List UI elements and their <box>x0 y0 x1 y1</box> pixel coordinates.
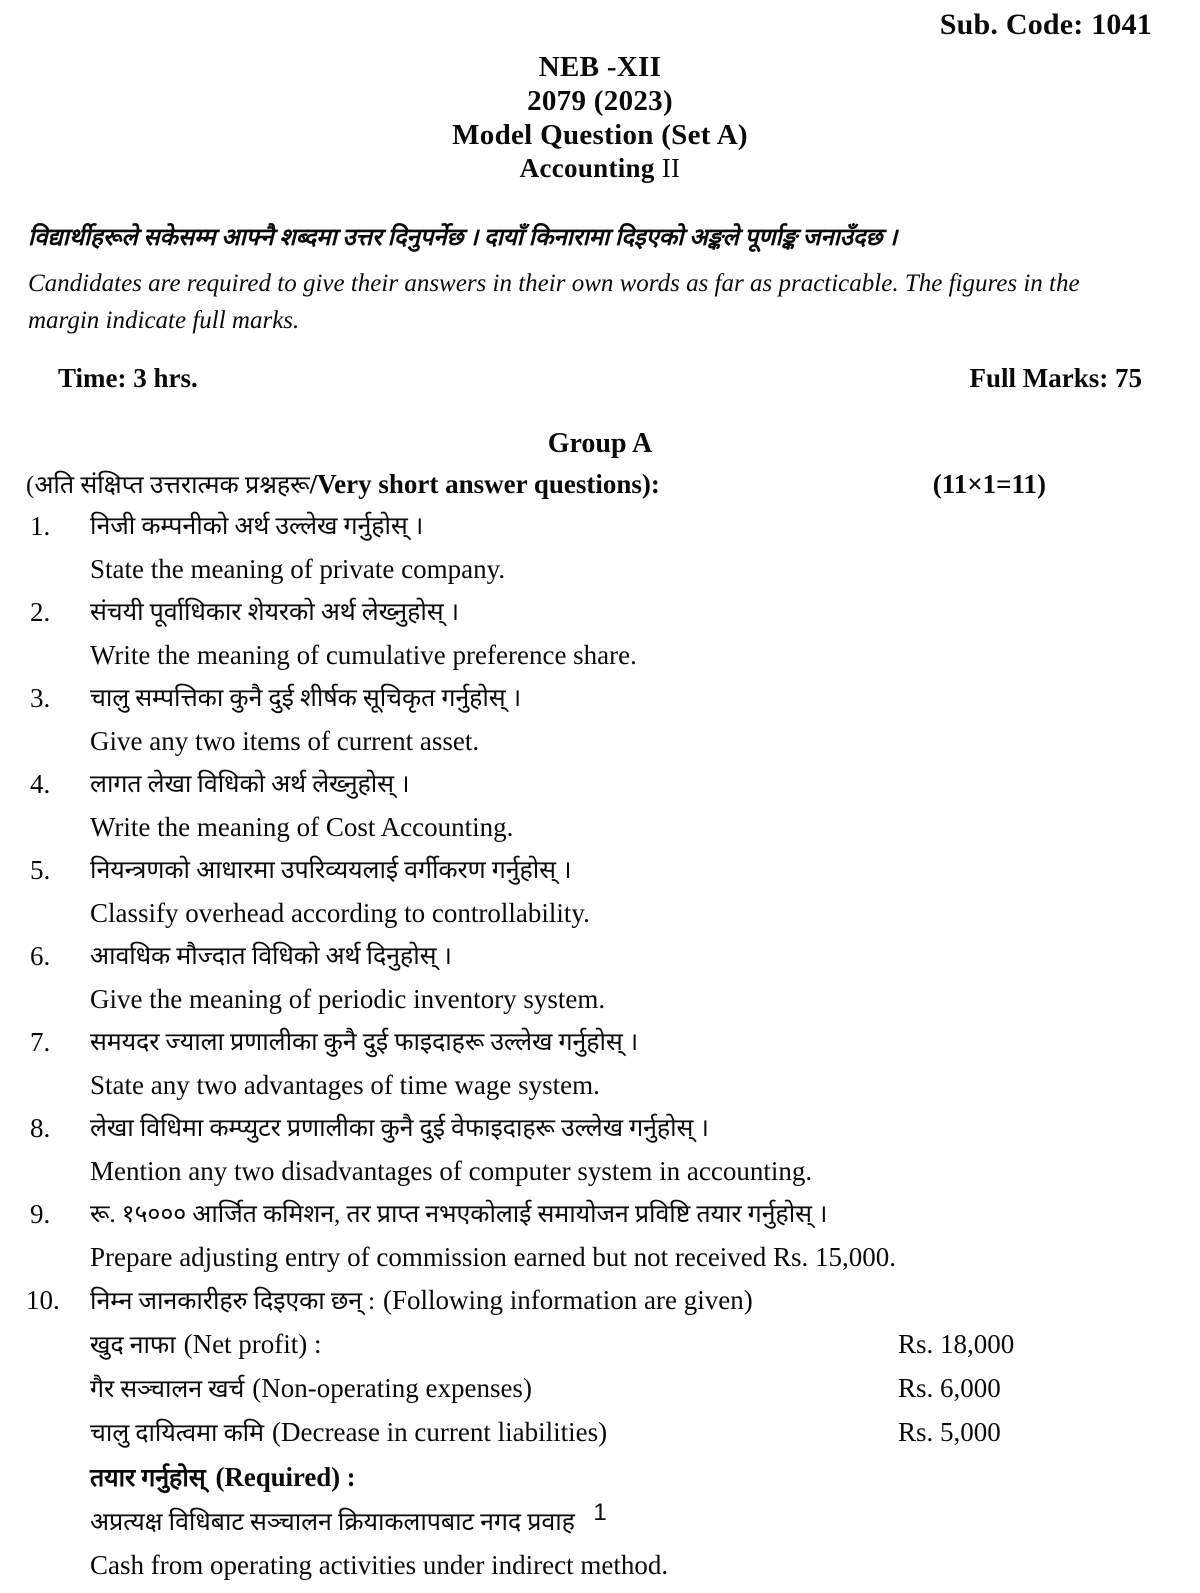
question-number: 9. <box>30 1199 51 1229</box>
question-number: 3. <box>30 683 51 713</box>
model-question-label: Model Question (Set A) <box>452 119 748 152</box>
info-label-english: (Decrease in current liabilities) <box>272 1417 608 1447</box>
info-row <box>90 1367 1186 1411</box>
question-body <box>90 1193 1186 1279</box>
question-english: State any two advantages of time wage system. <box>90 1070 600 1100</box>
question-body <box>90 1279 1186 1587</box>
question-item <box>26 935 1186 1021</box>
question-nepali: लागत लेखा विधिको अर्थ लेख्नुहोस् । <box>90 771 410 798</box>
question-number: 6. <box>30 941 51 971</box>
question-list <box>26 505 1186 1587</box>
question-item <box>26 1193 1186 1279</box>
subject-paper-number: II <box>661 152 681 183</box>
subject-name: Accounting <box>519 152 655 183</box>
instructions-block <box>28 222 1158 339</box>
group-title: Group A <box>547 428 653 459</box>
question-english: Write the meaning of Cost Accounting. <box>90 812 514 842</box>
question-english: Classify overhead according to controllability. <box>90 898 590 928</box>
info-label-nepali: गैर सञ्चालन खर्च <box>90 1376 245 1403</box>
board-name: NEB -XII <box>538 51 662 83</box>
question-body <box>90 935 1186 1021</box>
exam-year: 2079 (2023) <box>527 85 673 118</box>
required-task-nepali: अप्रत्यक्ष विधिबाट सञ्चालन क्रियाकलापबाट नगद प्रवाह <box>90 1509 575 1536</box>
question-item <box>26 1021 1186 1107</box>
exam-meta-row <box>58 363 1142 394</box>
info-row <box>90 1411 1186 1455</box>
question-body <box>90 591 1186 677</box>
question-number: 7. <box>30 1027 51 1057</box>
info-amount: Rs. 6,000 <box>898 1373 1001 1403</box>
subject-code: Sub. Code: 1041 <box>939 8 1152 41</box>
question-number: 1. <box>30 511 51 541</box>
required-label-english: (Required) : <box>215 1462 356 1492</box>
page-number: 1 <box>593 1499 607 1526</box>
question-item <box>26 849 1186 935</box>
required-label-nepali: तयार गर्नुहोस् <box>90 1465 206 1492</box>
section-instruction-english: /Very short answer questions): <box>309 469 660 499</box>
instructions-nepali: विद्यार्थीहरूले सकेसम्म आफ्नै शब्दमा उत्तर दिनुपर्नेछ । दायाँ किनारामा दिइएको अङ्कले पूर्णाङ्क जनाउँदछ । <box>28 225 898 251</box>
question-body <box>90 849 1186 935</box>
question10-intro-nepali: निम्न जानकारीहरु दिइएका छन् : <box>90 1288 376 1315</box>
question-nepali: लेखा विधिमा कम्प्युटर प्रणालीका कुनै दुई वेफाइदाहरू उल्लेख गर्नुहोस् । <box>90 1115 709 1142</box>
question-number: 8. <box>30 1113 51 1143</box>
section-instruction-row <box>26 467 1176 501</box>
instructions-english: Candidates are required to give their answers in their own words as far as practicable. The figures in the margin indicate full marks. <box>28 270 1080 334</box>
question-nepali: रू. १५००० आर्जित कमिशन, तर प्राप्त नभएकोलाई समायोजन प्रविष्टि तयार गर्नुहोस् । <box>90 1201 828 1228</box>
question-english: Write the meaning of cumulative preference share. <box>90 640 637 670</box>
section-marks: (11×1=11) <box>932 469 1046 499</box>
question-english: Prepare adjusting entry of commission earned but not received Rs. 15,000. <box>90 1242 897 1272</box>
question-item-10 <box>26 1279 1186 1587</box>
question-english: Give the meaning of periodic inventory system. <box>90 984 606 1014</box>
exam-time: Time: 3 hrs. <box>58 363 198 393</box>
question-nepali: संचयी पूर्वाधिकार शेयरको अर्थ लेख्नुहोस् । <box>90 599 460 626</box>
question-english: State the meaning of private company. <box>90 554 506 584</box>
question-nepali: नियन्त्रणको आधारमा उपरिव्ययलाई वर्गीकरण गर्नुहोस् । <box>90 857 572 884</box>
question-number: 4. <box>30 769 51 799</box>
question-number: 10. <box>26 1285 60 1315</box>
question-nepali: निजी कम्पनीको अर्थ उल्लेख गर्नुहोस् । <box>90 513 424 540</box>
question-body <box>90 1021 1186 1107</box>
subject-title <box>0 153 1200 185</box>
question-nepali: आवधिक मौज्दात विधिको अर्थ दिनुहोस् । <box>90 943 452 970</box>
question-english: Mention any two disadvantages of computer system in accounting. <box>90 1156 813 1186</box>
info-label-english: (Non-operating expenses) <box>252 1373 532 1403</box>
exam-full-marks: Full Marks: 75 <box>969 363 1142 393</box>
title-block <box>0 50 1200 185</box>
info-label-nepali: चालु दायित्वमा कमि <box>90 1420 265 1447</box>
question-item <box>26 763 1186 849</box>
info-label-nepali: खुद नाफा <box>90 1332 176 1359</box>
question-body <box>90 1107 1186 1193</box>
info-label-english: (Net profit) : <box>183 1329 322 1359</box>
info-row <box>90 1323 1186 1367</box>
question-item <box>26 677 1186 763</box>
section-instruction-nepali: (अति संक्षिप्त उत्तरात्मक प्रश्नहरू <box>26 472 310 499</box>
question-nepali: चालु सम्पत्तिका कुनै दुई शीर्षक सूचिकृत गर्नुहोस् । <box>90 685 522 712</box>
question10-intro <box>90 1279 1186 1323</box>
question-number: 5. <box>30 855 51 885</box>
required-task-english: Cash from operating activities under indirect method. <box>90 1550 669 1580</box>
required-label <box>90 1455 1186 1501</box>
question-body <box>90 677 1186 763</box>
question-body <box>90 763 1186 849</box>
question-nepali: समयदर ज्याला प्रणालीका कुनै दुई फाइदाहरू उल्लेख गर्नुहोस् । <box>90 1029 639 1056</box>
question-item <box>26 591 1186 677</box>
question-item <box>26 505 1186 591</box>
question-body <box>90 505 1186 591</box>
question10-intro-english: (Following information are given) <box>383 1285 753 1315</box>
info-amount: Rs. 18,000 <box>898 1329 1015 1359</box>
question-english: Give any two items of current asset. <box>90 726 480 756</box>
question-number: 2. <box>30 597 51 627</box>
info-amount: Rs. 5,000 <box>898 1417 1001 1447</box>
question-item <box>26 1107 1186 1193</box>
